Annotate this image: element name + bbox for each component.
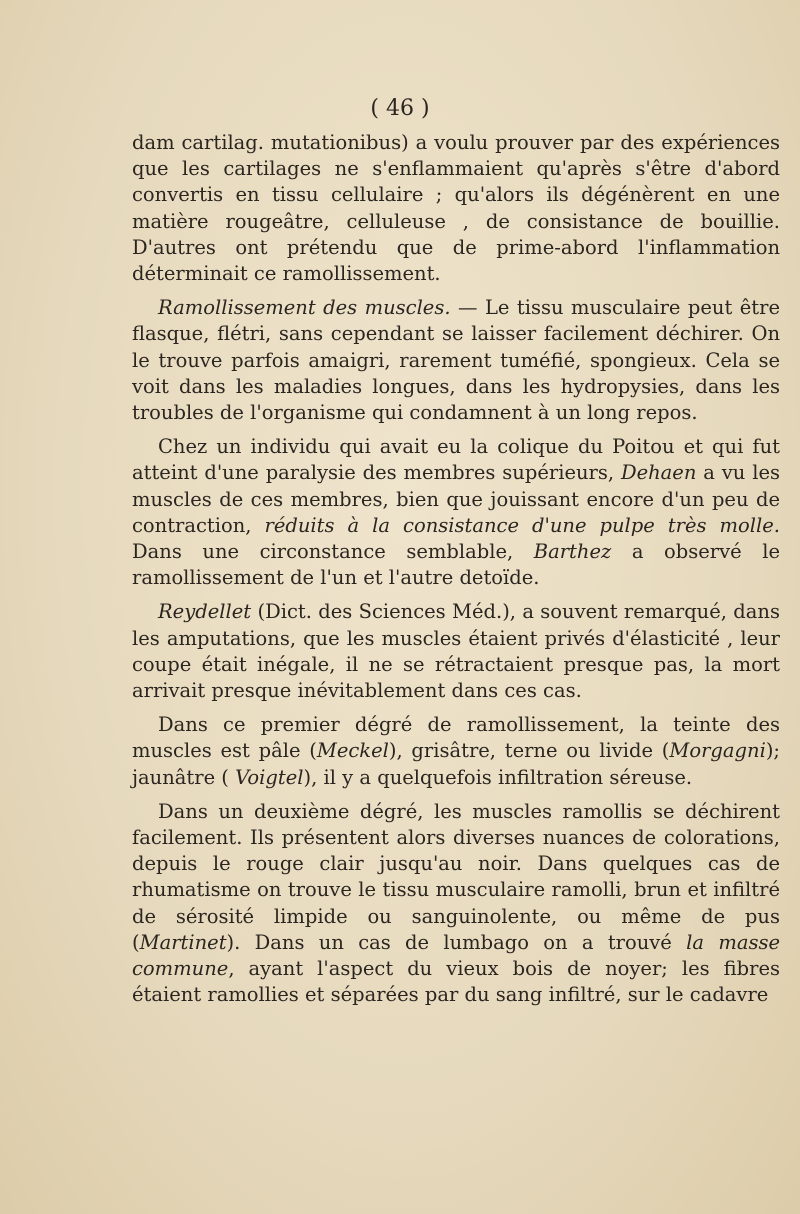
text-run: Chez un individu qui avait eu la colique du Poitou et qui fut atteint d'une paralysie des membres supérieurs,	[132, 435, 780, 485]
text-run: a observé le ramollissement de l'un et l'autre detoïde.	[132, 540, 780, 590]
text-run: ), il y a quelquefois infiltration séreuse.	[303, 765, 693, 789]
text-run: — Le tissu musculaire peut être flasque, flétri, sans cependant se laisser facilement déchirer. On le trouve parfois amaigri, rarement tuméfié, spongieux. Cela se voit dans les maladies longues, dans les hydropysies, dans les troubles de l'organisme qui condamnent à un long repos.	[132, 296, 781, 425]
italic-text: Ramollissement des muscles.	[158, 296, 451, 320]
body-text	[132, 130, 780, 1009]
text-run: Dans ce premier dégré de ramollissement, la teinte des muscles est pâle (	[132, 713, 780, 763]
italic-text: la masse commune	[132, 930, 780, 981]
paragraph	[132, 130, 780, 287]
text-run: Dans un deuxième dégré, les muscles ramollis se déchirent facilement. Ils présentent alors diverses nuances de colorations, depuis le rouge clair jusqu'au noir. Dans quelques cas de rhumatisme on trouve le tissu musculaire ramolli, brun et infiltré de sérosité limpide ou sanguinolente, ou même de pus (	[132, 799, 780, 954]
text-run: Dans une circonstance semblable,	[132, 540, 534, 564]
text-run: (Dict. des Sciences Méd.), a souvent remarqué, dans les amputations, que les muscles étaient privés d'élasticité , leur coupe était inégale, il ne se rétractaient presque pas, la mort arrivait presque inévitablement dans ces cas.	[132, 600, 780, 703]
italic-text: Reydellet	[158, 600, 252, 624]
italic-text: Martinet	[139, 930, 227, 954]
text-run: ), grisâtre, terne ou livide (	[388, 739, 670, 763]
italic-text: Dehaen	[620, 461, 697, 485]
text-run: ). Dans un cas de lumbago on a trouvé	[226, 930, 687, 954]
italic-text: Morgagni	[669, 739, 766, 763]
paragraph	[132, 799, 780, 1009]
paragraph	[132, 599, 780, 704]
text-run: ); jaunâtre (	[132, 739, 781, 789]
italic-text: Voigtel	[235, 765, 304, 789]
paragraph	[132, 434, 780, 591]
italic-text: Barthez	[533, 540, 612, 564]
italic-text: Meckel	[316, 739, 389, 763]
text-run: a vu les muscles de ces membres, bien que jouissant encore d'un peu de contraction,	[132, 461, 780, 537]
paragraph	[132, 295, 780, 426]
page-number: ( 46 )	[370, 96, 430, 121]
paragraph	[132, 712, 780, 791]
text-run: dam cartilag. mutationibus) a voulu prouver par des expériences que les cartilages ne s'enflammaient qu'après s'être d'abord convertis en tissu cellulaire ; qu'alors ils dégénèrent en une matière rougeâtre, celluleuse , de consistance de bouillie. D'autres ont prétendu que de prime-abord l'inflammation déterminait ce ramollissement.	[132, 131, 780, 286]
italic-text: réduits à la consistance d'une pulpe très molle.	[264, 513, 780, 537]
text-run: , ayant l'aspect du vieux bois de noyer; les fibres étaient ramollies et séparées par du sang infiltré, sur le cadavre	[132, 957, 780, 1007]
